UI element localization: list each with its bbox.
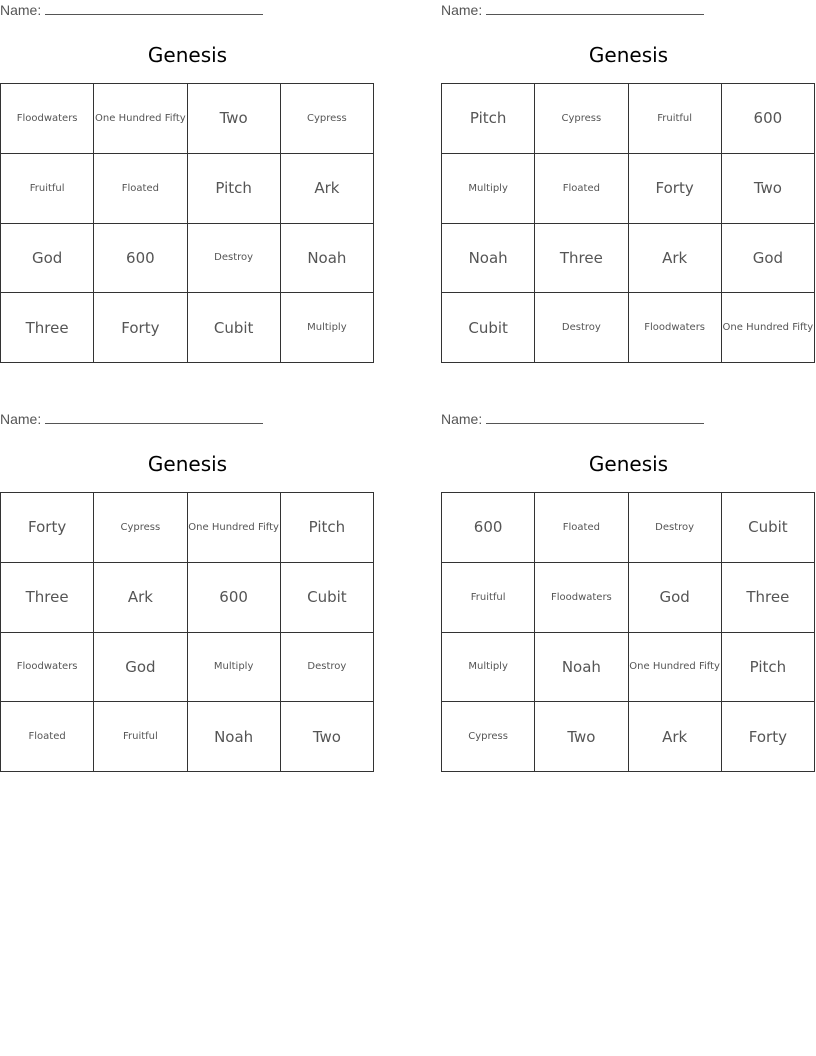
- bingo-cell[interactable]: Fruitful: [442, 563, 535, 633]
- name-label: Name:: [0, 2, 42, 18]
- bingo-cell[interactable]: Noah: [188, 702, 281, 772]
- bingo-cell[interactable]: Floodwaters: [1, 84, 94, 154]
- bingo-grid: [441, 492, 815, 772]
- name-field[interactable]: [441, 409, 704, 429]
- name-label: Name:: [441, 2, 483, 18]
- bingo-cell[interactable]: God: [94, 633, 187, 703]
- bingo-cell[interactable]: Fruitful: [94, 702, 187, 772]
- bingo-cell[interactable]: Noah: [535, 633, 628, 703]
- bingo-cell[interactable]: Multiply: [442, 633, 535, 703]
- bingo-cell[interactable]: Floated: [535, 493, 628, 563]
- card-title: Genesis: [147, 43, 228, 67]
- bingo-cell[interactable]: Two: [281, 702, 374, 772]
- bingo-cell[interactable]: One Hundred Fifty: [188, 493, 281, 563]
- bingo-cell[interactable]: Ark: [629, 702, 722, 772]
- bingo-cell[interactable]: Forty: [94, 293, 187, 363]
- card-title: Genesis: [147, 452, 228, 476]
- bingo-grid: [0, 492, 374, 772]
- bingo-cell[interactable]: One Hundred Fifty: [629, 633, 722, 703]
- bingo-cell[interactable]: Three: [722, 563, 815, 633]
- bingo-cell[interactable]: Multiply: [442, 154, 535, 224]
- bingo-cell[interactable]: Cypress: [535, 84, 628, 154]
- bingo-cell[interactable]: Destroy: [535, 293, 628, 363]
- name-field[interactable]: [0, 0, 263, 20]
- bingo-cell[interactable]: Destroy: [629, 493, 722, 563]
- bingo-grid: [0, 83, 374, 363]
- bingo-cell[interactable]: Three: [535, 224, 628, 294]
- bingo-cell[interactable]: Forty: [722, 702, 815, 772]
- bingo-cell[interactable]: Floodwaters: [535, 563, 628, 633]
- bingo-cell[interactable]: Floated: [1, 702, 94, 772]
- bingo-cell[interactable]: Ark: [94, 563, 187, 633]
- name-underline: [45, 0, 263, 15]
- bingo-cell[interactable]: Pitch: [442, 84, 535, 154]
- bingo-grid: [441, 83, 815, 363]
- bingo-cell[interactable]: Cubit: [442, 293, 535, 363]
- name-field[interactable]: [0, 409, 263, 429]
- bingo-cell[interactable]: 600: [722, 84, 815, 154]
- name-field[interactable]: [441, 0, 704, 20]
- bingo-cell[interactable]: Multiply: [188, 633, 281, 703]
- bingo-cell[interactable]: God: [1, 224, 94, 294]
- bingo-cell[interactable]: Cypress: [94, 493, 187, 563]
- bingo-cell[interactable]: Three: [1, 563, 94, 633]
- bingo-cell[interactable]: Floated: [535, 154, 628, 224]
- bingo-cell[interactable]: God: [629, 563, 722, 633]
- card-title: Genesis: [588, 452, 669, 476]
- bingo-cell[interactable]: Pitch: [281, 493, 374, 563]
- bingo-cell[interactable]: Pitch: [722, 633, 815, 703]
- name-underline: [45, 409, 263, 424]
- bingo-cell[interactable]: Floated: [94, 154, 187, 224]
- bingo-cell[interactable]: Ark: [629, 224, 722, 294]
- bingo-cell[interactable]: Cubit: [281, 563, 374, 633]
- bingo-cell[interactable]: Destroy: [281, 633, 374, 703]
- bingo-cell[interactable]: Forty: [1, 493, 94, 563]
- bingo-cell[interactable]: Cubit: [188, 293, 281, 363]
- bingo-cell[interactable]: Destroy: [188, 224, 281, 294]
- bingo-cell[interactable]: Two: [535, 702, 628, 772]
- bingo-cell[interactable]: Fruitful: [1, 154, 94, 224]
- name-underline: [486, 409, 704, 424]
- bingo-cell[interactable]: Noah: [281, 224, 374, 294]
- bingo-cell[interactable]: Cubit: [722, 493, 815, 563]
- bingo-cell[interactable]: Floodwaters: [629, 293, 722, 363]
- bingo-cell[interactable]: Multiply: [281, 293, 374, 363]
- bingo-cell[interactable]: Fruitful: [629, 84, 722, 154]
- bingo-cell[interactable]: Cypress: [442, 702, 535, 772]
- bingo-cell[interactable]: Forty: [629, 154, 722, 224]
- bingo-cell[interactable]: Ark: [281, 154, 374, 224]
- bingo-cell[interactable]: Three: [1, 293, 94, 363]
- bingo-cell[interactable]: Cypress: [281, 84, 374, 154]
- name-label: Name:: [441, 411, 483, 427]
- bingo-cell[interactable]: One Hundred Fifty: [722, 293, 815, 363]
- bingo-cell[interactable]: One Hundred Fifty: [94, 84, 187, 154]
- bingo-cell[interactable]: Two: [188, 84, 281, 154]
- bingo-cell[interactable]: 600: [188, 563, 281, 633]
- bingo-cell[interactable]: God: [722, 224, 815, 294]
- bingo-cell[interactable]: Two: [722, 154, 815, 224]
- bingo-cell[interactable]: Noah: [442, 224, 535, 294]
- bingo-cell[interactable]: Floodwaters: [1, 633, 94, 703]
- name-label: Name:: [0, 411, 42, 427]
- card-title: Genesis: [588, 43, 669, 67]
- bingo-cell[interactable]: Pitch: [188, 154, 281, 224]
- bingo-cell[interactable]: 600: [442, 493, 535, 563]
- name-underline: [486, 0, 704, 15]
- bingo-cell[interactable]: 600: [94, 224, 187, 294]
